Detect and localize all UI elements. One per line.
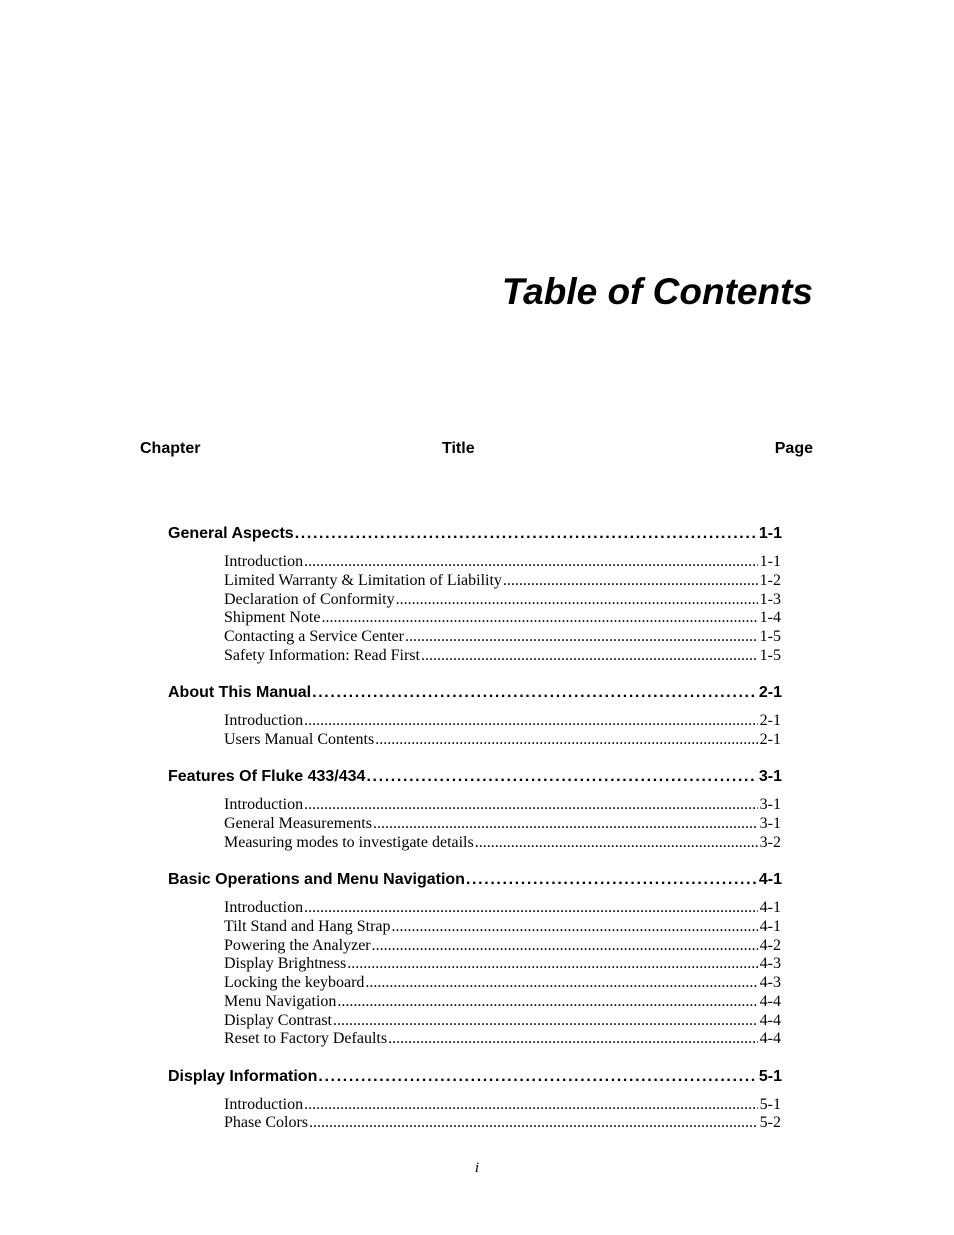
toc-section-entry[interactable] (224, 628, 781, 647)
column-header-page: Page (774, 440, 813, 457)
section-page: 3-1 (759, 796, 781, 813)
chapter-page: 1-1 (758, 525, 782, 542)
leader-dots (309, 1114, 758, 1132)
leader-dots (304, 553, 758, 571)
toc-section-entry[interactable] (224, 609, 781, 628)
section-title: Display Brightness (224, 955, 347, 972)
section-page: 3-1 (759, 815, 781, 832)
toc-section-entry[interactable] (224, 553, 781, 572)
chapter-page: 4-1 (758, 871, 782, 888)
column-header-chapter: Chapter (140, 440, 201, 457)
chapter-page: 2-1 (758, 684, 782, 701)
leader-dots (333, 1012, 758, 1030)
section-title: Introduction (224, 899, 304, 916)
leader-dots (475, 834, 758, 852)
leader-dots (373, 815, 758, 833)
section-page: 4-4 (759, 993, 781, 1010)
section-title: Introduction (224, 553, 304, 570)
section-title: Locking the keyboard (224, 974, 365, 991)
section-page: 4-3 (759, 955, 781, 972)
column-header-title: Title (442, 440, 475, 457)
chapter-page: 3-1 (758, 768, 782, 785)
section-page: 1-3 (759, 591, 781, 608)
page-title: Table of Contents (501, 271, 813, 312)
toc-chapter-entry[interactable] (168, 768, 782, 788)
chapter-title: Features Of Fluke 433/434 (168, 768, 366, 785)
section-title: Users Manual Contents (224, 731, 375, 748)
section-title: Declaration of Conformity (224, 591, 395, 608)
toc-section-entry[interactable] (224, 1096, 781, 1115)
leader-dots (366, 768, 756, 786)
toc-chapter-entry[interactable] (168, 1068, 782, 1088)
chapter-title: About This Manual (168, 684, 312, 701)
toc-section-entry[interactable] (224, 974, 781, 993)
toc-section-entry[interactable] (224, 1114, 781, 1133)
section-title: Display Contrast (224, 1012, 332, 1029)
toc-section-entry[interactable] (224, 918, 781, 937)
section-title: Introduction (224, 1096, 304, 1113)
toc-chapter-entry[interactable] (168, 525, 782, 545)
toc-section-entry[interactable] (224, 712, 781, 731)
leader-dots (388, 1030, 758, 1048)
leader-dots (396, 591, 758, 609)
section-page: 1-5 (759, 647, 781, 664)
chapter-page: 5-1 (758, 1068, 782, 1085)
section-title: Phase Colors (224, 1114, 308, 1131)
leader-dots (347, 955, 757, 973)
section-page: 4-1 (759, 899, 781, 916)
section-page: 5-2 (759, 1114, 781, 1131)
section-page: 1-1 (759, 553, 781, 570)
toc-section-entry[interactable] (224, 591, 781, 610)
toc-section-entry[interactable] (224, 815, 781, 834)
section-title: Reset to Factory Defaults (224, 1030, 388, 1047)
leader-dots (312, 684, 757, 702)
section-page: 3-2 (759, 834, 781, 851)
toc-section-entry[interactable] (224, 955, 781, 974)
section-title: Introduction (224, 712, 304, 729)
toc-section-entry[interactable] (224, 1030, 781, 1049)
leader-dots (392, 918, 758, 936)
toc-section-entry[interactable] (224, 731, 781, 750)
toc-section-entry[interactable] (224, 647, 781, 666)
chapter-title: Display Information (168, 1068, 318, 1085)
toc-section-entry[interactable] (224, 1012, 781, 1031)
section-page: 4-4 (759, 1012, 781, 1029)
leader-dots (372, 937, 758, 955)
section-title: Introduction (224, 796, 304, 813)
page-number: i (474, 1160, 480, 1176)
leader-dots (321, 609, 757, 627)
leader-dots (304, 712, 758, 730)
section-title: Menu Navigation (224, 993, 337, 1010)
section-title: Limited Warranty & Limitation of Liability (224, 572, 502, 589)
section-title: Safety Information: Read First (224, 647, 420, 664)
leader-dots (295, 525, 757, 543)
leader-dots (304, 796, 758, 814)
section-page: 4-3 (759, 974, 781, 991)
toc-section-entry[interactable] (224, 834, 781, 853)
section-title: Shipment Note (224, 609, 321, 626)
leader-dots (421, 647, 758, 665)
section-page: 4-1 (759, 918, 781, 935)
leader-dots (318, 1068, 757, 1086)
leader-dots (304, 899, 758, 917)
toc-section-entry[interactable] (224, 937, 781, 956)
toc-section-entry[interactable] (224, 993, 781, 1012)
toc-section-entry[interactable] (224, 796, 781, 815)
section-title: Measuring modes to investigate details (224, 834, 474, 851)
leader-dots (503, 572, 758, 590)
section-page: 1-4 (759, 609, 781, 626)
section-page: 1-2 (759, 572, 781, 589)
toc-section-entry[interactable] (224, 899, 781, 918)
section-title: Powering the Analyzer (224, 937, 371, 954)
section-title: Contacting a Service Center (224, 628, 404, 645)
section-page: 4-4 (759, 1030, 781, 1047)
toc-chapter-entry[interactable] (168, 871, 782, 891)
section-page: 2-1 (759, 731, 781, 748)
leader-dots (375, 731, 757, 749)
leader-dots (365, 974, 757, 992)
leader-dots (304, 1096, 758, 1114)
section-page: 5-1 (759, 1096, 781, 1113)
toc-section-entry[interactable] (224, 572, 781, 591)
leader-dots (337, 993, 757, 1011)
chapter-title: Basic Operations and Menu Navigation (168, 871, 465, 888)
leader-dots (405, 628, 758, 646)
section-title: General Measurements (224, 815, 372, 832)
toc-chapter-entry[interactable] (168, 684, 782, 704)
section-page: 1-5 (759, 628, 781, 645)
section-title: Tilt Stand and Hang Strap (224, 918, 391, 935)
leader-dots (466, 871, 757, 889)
section-page: 2-1 (759, 712, 781, 729)
chapter-title: General Aspects (168, 525, 294, 542)
section-page: 4-2 (759, 937, 781, 954)
